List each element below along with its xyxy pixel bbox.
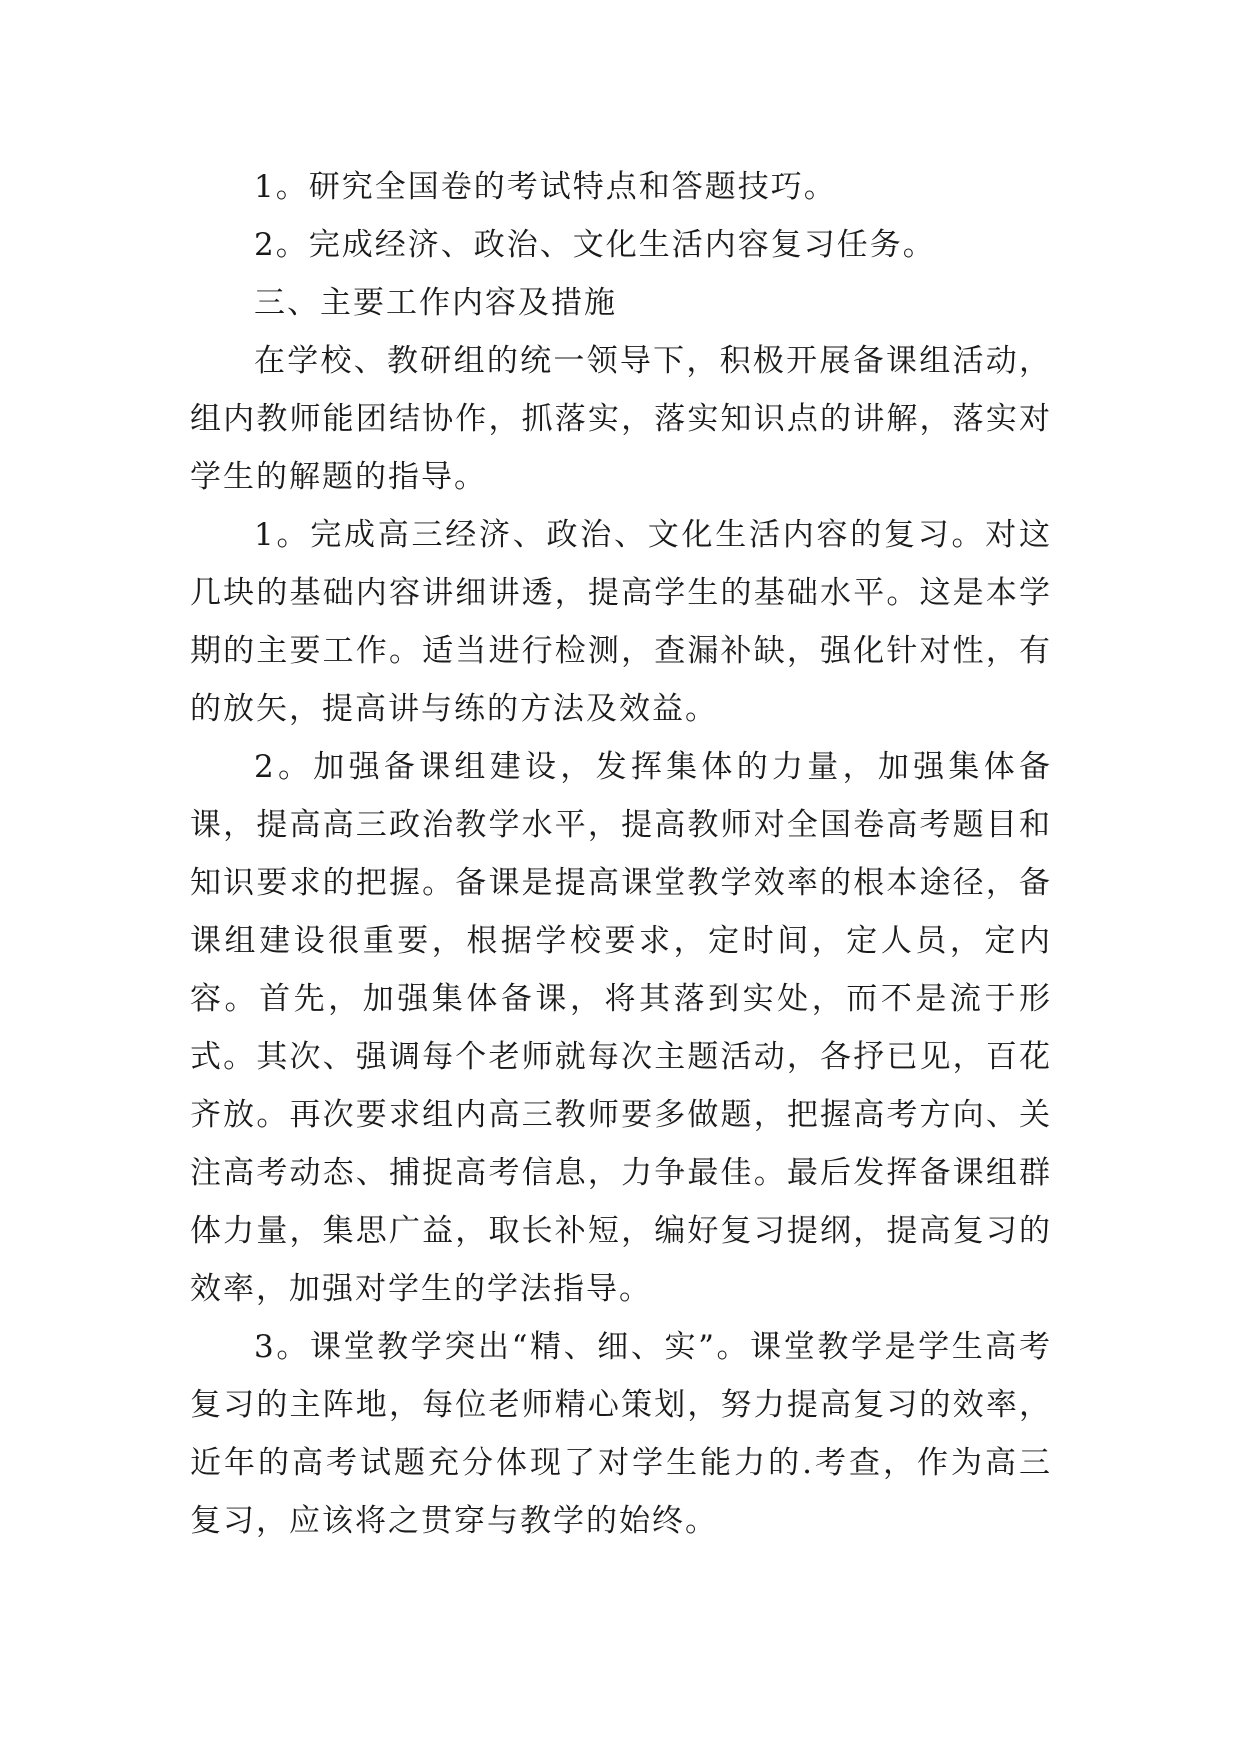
paragraph-objective-1: 1。研究全国卷的考试特点和答题技巧。 (254, 169, 837, 205)
paragraph-objective-2: 2。完成经济、政治、文化生活内容复习任务。 (254, 227, 936, 263)
paragraph-measure-3: 3。课堂教学突出“精、细、实”。课堂教学是学生高考复习的主阵地，每位老师精心策划，努力提高复习的效率，近年的高考试题充分体现了对学生能力的.考查，作为高三复习，应该将之贯穿与教学的始终。 (190, 1329, 1052, 1539)
document-body (190, 158, 1052, 1550)
section-heading-main-work: 三、主要工作内容及措施 (254, 285, 617, 321)
paragraph-measure-1: 1。完成高三经济、政治、文化生活内容的复习。对这几块的基础内容讲细讲透，提高学生的基础水平。这是本学期的主要工作。适当进行检测，查漏补缺，强化针对性，有的放矢，提高讲与练的方法及效益。 (190, 517, 1052, 727)
paragraph-intro: 在学校、教研组的统一领导下，积极开展备课组活动，组内教师能团结协作，抓落实，落实知识点的讲解，落实对学生的解题的指导。 (190, 343, 1052, 495)
paragraph-measure-2: 2。加强备课组建设，发挥集体的力量，加强集体备课，提高高三政治教学水平，提高教师对全国卷高考题目和知识要求的把握。备课是提高课堂教学效率的根本途径，备课组建设很重要，根据学校要求，定时间，定人员，定内容。首先，加强集体备课，将其落到实处，而不是流于形式。其次、强调每个老师就每次主题活动，各抒已见，百花齐放。再次要求组内高三教师要多做题，把握高考方向、关注高考动态、捕捉高考信息，力争最佳。最后发挥备课组群体力量，集思广益，取长补短，编好复习提纲，提高复习的效率，加强对学生的学法指导。 (190, 749, 1052, 1307)
